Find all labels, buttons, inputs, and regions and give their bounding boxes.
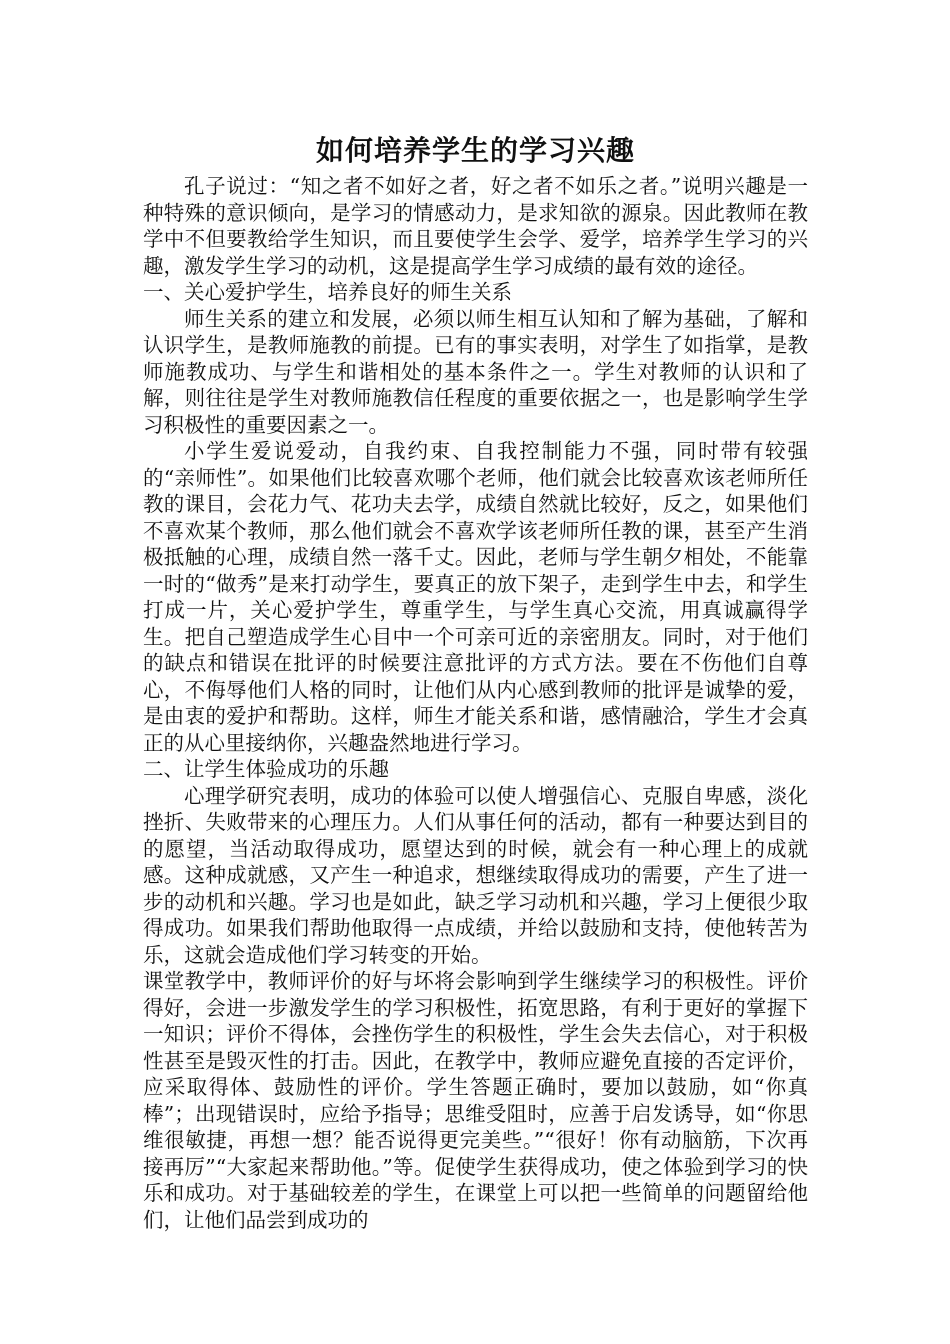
section-1-paragraph-2: 小学生爱说爱动，自我约束、自我控制能力不强，同时带有较强的“亲师性”。如果他们比较喜欢哪个老师，他们就会比较喜欢该老师所任教的课目，会花力气、花功夫去学，成绩自然就比较好，反之，如果他们不喜欢某个教师，那么他们就会不喜欢学该老师所任教的课，甚至产生消极抵触的心理，成绩自然一落千丈。因此，老师与学生朝夕相处，不能靠一时的“做秀”是来打动学生，要真正的放下架子，走到学生中去，和学生打成一片，关心爱护学生，尊重学生，与学生真心交流，用真诚赢得学生。把自己塑造成学生心目中一个可亲可近的亲密朋友。同时，对于他们的缺点和错误在批评的时候要注意批评的方式方法。要在不伤他们自尊心，不侮辱他们人格的同时，让他们从内心感到教师的批评是诚挚的爱，是由衷的爱护和帮助。这样，师生才能关系和谐，感情融洽，学生才会真正的从心里接纳你，兴趣盎然地进行学习。 (143, 439, 808, 755)
section-2-heading: 二、让学生体验成功的乐趣 (143, 757, 389, 781)
document-title: 如何培养学生的学习兴趣 (315, 134, 635, 167)
section-1-heading: 一、关心爱护学生，培养良好的师生关系 (143, 280, 512, 304)
section-1-paragraph-1: 师生关系的建立和发展，必须以师生相互认知和了解为基础，了解和认识学生，是教师施教的前提。已有的事实表明，对学生了如指掌，是教师施教成功、与学生和谐相处的基本条件之一。学生对教师的认识和了解，则往往是学生对教师施教信任程度的重要依据之一，也是影响学生学习积极性的重要因素之一。 (143, 306, 808, 437)
document-page (143, 131, 808, 1233)
section-2-paragraph-2: 课堂教学中，教师评价的好与坏将会影响到学生继续学习的积极性。评价得好，会进一步激发学生的学习积极性，拓宽思路，有利于更好的掌握下一知识；评价不得体，会挫伤学生的积极性，学生会失去信心，对于积极性甚至是毁灭性的打击。因此，在教学中，教师应避免直接的否定评价，应采取得体、鼓励性的评价。学生答题正确时，要加以鼓励，如“你真棒”；出现错误时，应给予指导；思维受阻时，应善于启发诱导，如“你思维很敏捷，再想一想？能否说得更完美些。”“很好！你有动脑筋，下次再接再厉”“大家起来帮助他。”等。促使学生获得成功，使之体验到学习的快乐和成功。对于基础较差的学生，在课堂上可以把一些简单的问题留给他们，让他们品尝到成功的 (143, 969, 808, 1232)
section-2-paragraph-1: 心理学研究表明，成功的体验可以使人增强信心、克服自卑感，淡化挫折、失败带来的心理压力。人们从事任何的活动，都有一种要达到目的的愿望，当活动取得成功，愿望达到的时候，就会有一种心理上的成就感。这种成就感，又产生一种追求，想继续取得成功的需要，产生了进一步的动机和兴趣。学习也是如此，缺乏学习动机和兴趣，学习上便很少取得成功。如果我们帮助他取得一点成绩，并给以鼓励和支持，使他转苦为乐，这就会造成他们学习转变的开始。 (143, 783, 808, 967)
intro-paragraph: 孔子说过：“知之者不如好之者，好之者不如乐之者。”说明兴趣是一种特殊的意识倾向，是学习的情感动力，是求知欲的源泉。因此教师在教学中不但要教给学生知识，而且要使学生会学、爱学，培养学生学习的兴趣，激发学生学习的动机，这是提高学生学习成绩的最有效的途径。 (143, 174, 808, 278)
